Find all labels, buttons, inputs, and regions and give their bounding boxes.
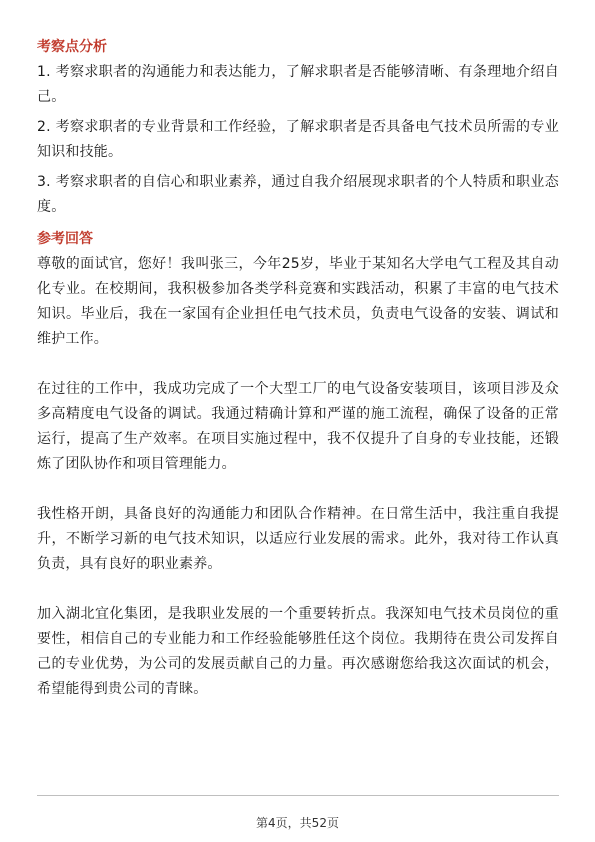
analysis-item-1: 1. 考察求职者的沟通能力和表达能力，了解求职者是否能够清晰、有条理地介绍自己。 [37,64,559,105]
page-number: 第4页，共52页 [256,816,339,830]
footer-divider [37,795,559,796]
answer-paragraph-1: 尊敬的面试官，您好！我叫张三，今年25岁，毕业于某知名大学电气工程及其自动化专业。在校期间，我积极参加各类学科竞赛和实践活动，积累了丰富的电气技术知识。毕业后，我在一家国有企业担任电气技术员，负责电气设备的安装、调试和维护工作。 [37,256,559,347]
answer-paragraph-3: 我性格开朗，具备良好的沟通能力和团队合作精神。在日常生活中，我注重自我提升，不断学习新的电气技术知识，以适应行业发展的需求。此外，我对待工作认真负责，具有良好的职业素养。 [37,506,559,572]
answer-section [37,228,559,702]
answer-paragraph-2: 在过往的工作中，我成功完成了一个大型工厂的电气设备安装项目，该项目涉及众多高精度电气设备的调试。我通过精确计算和严谨的施工流程，确保了设备的正常运行，提高了生产效率。在项目实施过程中，我不仅提升了自身的专业技能，还锻炼了团队协作和项目管理能力。 [37,381,559,472]
analysis-item-3: 3. 考察求职者的自信心和职业素养，通过自我介绍展现求职者的个人特质和职业态度。 [37,174,559,215]
analysis-item-2: 2. 考察求职者的专业背景和工作经验，了解求职者是否具备电气技术员所需的专业知识和技能。 [37,119,559,160]
page-content [37,36,559,702]
answer-heading: 参考回答 [37,231,93,247]
analysis-section [37,36,559,220]
analysis-heading: 考察点分析 [37,39,107,55]
answer-paragraph-4: 加入湖北宜化集团，是我职业发展的一个重要转折点。我深知电气技术员岗位的重要性，相信自己的专业能力和工作经验能够胜任这个岗位。我期待在贵公司发挥自己的专业优势，为公司的发展贡献自己的力量。再次感谢您给我这次面试的机会，希望能得到贵公司的青睐。 [37,606,559,697]
